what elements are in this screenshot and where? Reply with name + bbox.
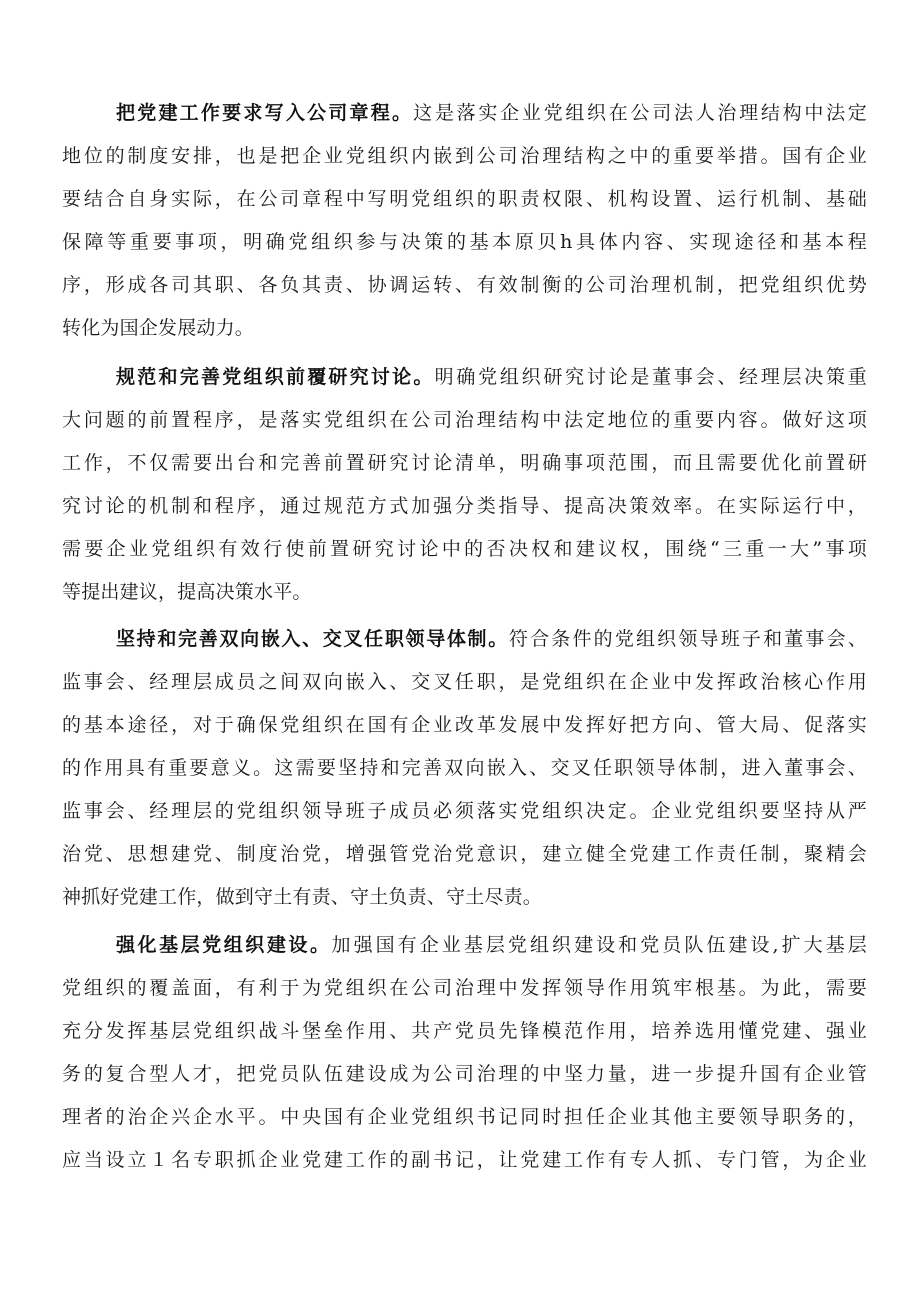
paragraph-articles-of-association	[62, 92, 867, 350]
paragraph-line: 监事会、经理层成员之间双向嵌入、交叉任职，是党组织在企业中发挥政治核心作用	[62, 671, 867, 693]
paragraph-line: 序，形成各司其职、各负其责、协调运转、有效制衡的公司治理机制，把党组织优势	[62, 274, 867, 296]
paragraph-line	[62, 924, 867, 967]
paragraph-line: 需要企业党组织有效行使前置研究讨论中的否决权和建议权，围绕“三重一大”事项	[62, 538, 867, 560]
paragraph-heading: 规范和完善党组织前覆研究讨论。	[116, 366, 435, 388]
paragraph-line: 大问题的前置程序，是落实党组织在公司治理结构中法定地位的重要内容。做好这项	[62, 409, 867, 431]
paragraph-pre-discussion	[62, 356, 867, 614]
paragraph-line: 地位的制度安排，也是把企业党组织内嵌到公司治理结构之中的重要举措。国有企业	[62, 145, 867, 167]
paragraph-line: 工作，不仅需要出台和完善前置研究讨论清单，明确事项范围，而且需要优化前置研	[62, 452, 867, 474]
paragraph-text: 符合条件的党组织领导班子和董事会、	[508, 628, 867, 650]
paragraph-line: 务的复合型人才，把党员队伍建设成为公司治理的中坚力量，进一步提升国有企业管	[62, 1063, 867, 1085]
paragraph-line: 治党、思想建党、制度治党，增强管党治党意识，建立健全党建工作责任制，聚精会	[62, 843, 867, 865]
paragraph-two-way-entry	[62, 618, 867, 919]
paragraph-line: 转化为国企发展动力。	[62, 317, 255, 339]
paragraph-line: 的作用具有重要意义。这需要坚持和完善双向嵌入、交叉任职领导体制，进入董事会、	[62, 757, 867, 779]
paragraph-line: 充分发挥基层党组织战斗堡垒作用、共产党员先锋模范作用，培养选用懂党建、强业	[62, 1020, 867, 1042]
paragraph-text: 这是落实企业党组织在公司法人治理结构中法定	[413, 102, 867, 124]
paragraph-heading: 把党建工作要求写入公司章程。	[116, 102, 414, 124]
paragraph-line: 理者的治企兴企水平。中央国有企业党组织书记同时担任企业其他主要领导职务的，	[62, 1106, 867, 1128]
paragraph-line: 党组织的覆盖面，有利于为党组织在公司治理中发挥领导作用筑牢根基。为此，需要	[62, 977, 867, 999]
paragraph-text: 明确党组织研究讨论是董事会、经理层决策重	[434, 366, 867, 388]
paragraph-line: 究讨论的机制和程序，通过规范方式加强分类指导、提高决策效率。在实际运行中，	[62, 495, 867, 517]
paragraph-heading: 坚持和完善双向嵌入、交叉任职领导体制。	[116, 628, 509, 650]
paragraph-line: 监事会、经理层的党组织领导班子成员必须落实党组织决定。企业党组织要坚持从严	[62, 800, 867, 822]
paragraph-line	[62, 356, 867, 399]
paragraph-line: 等提出建议，提高决策水平。	[62, 581, 312, 603]
paragraph-line	[62, 618, 867, 661]
paragraph-text: 加强国有企业基层党组织建设和党员队伍建设,扩大基层	[331, 934, 867, 956]
paragraph-line: 应当设立１名专职抓企业党建工作的副书记，让党建工作有专人抓、专门管，为企业	[62, 1149, 867, 1171]
paragraph-line: 神抓好党建工作，做到守土有责、守土负责、守土尽责。	[62, 886, 543, 908]
paragraph-grassroots-organization	[62, 924, 867, 1182]
paragraph-line	[62, 92, 867, 135]
paragraph-line: 要结合自身实际，在公司章程中写明党组织的职责权限、机构设置、运行机制、基础	[62, 188, 867, 210]
paragraph-heading: 强化基层党组织建设。	[116, 934, 332, 956]
paragraph-line: 的基本途径，对于确保党组织在国有企业改革发展中发挥好把方向、管大局、促落实	[62, 714, 867, 736]
paragraph-line: 保障等重要事项，明确党组织参与决策的基本原贝h具体内容、实现途径和基本程	[62, 231, 867, 253]
